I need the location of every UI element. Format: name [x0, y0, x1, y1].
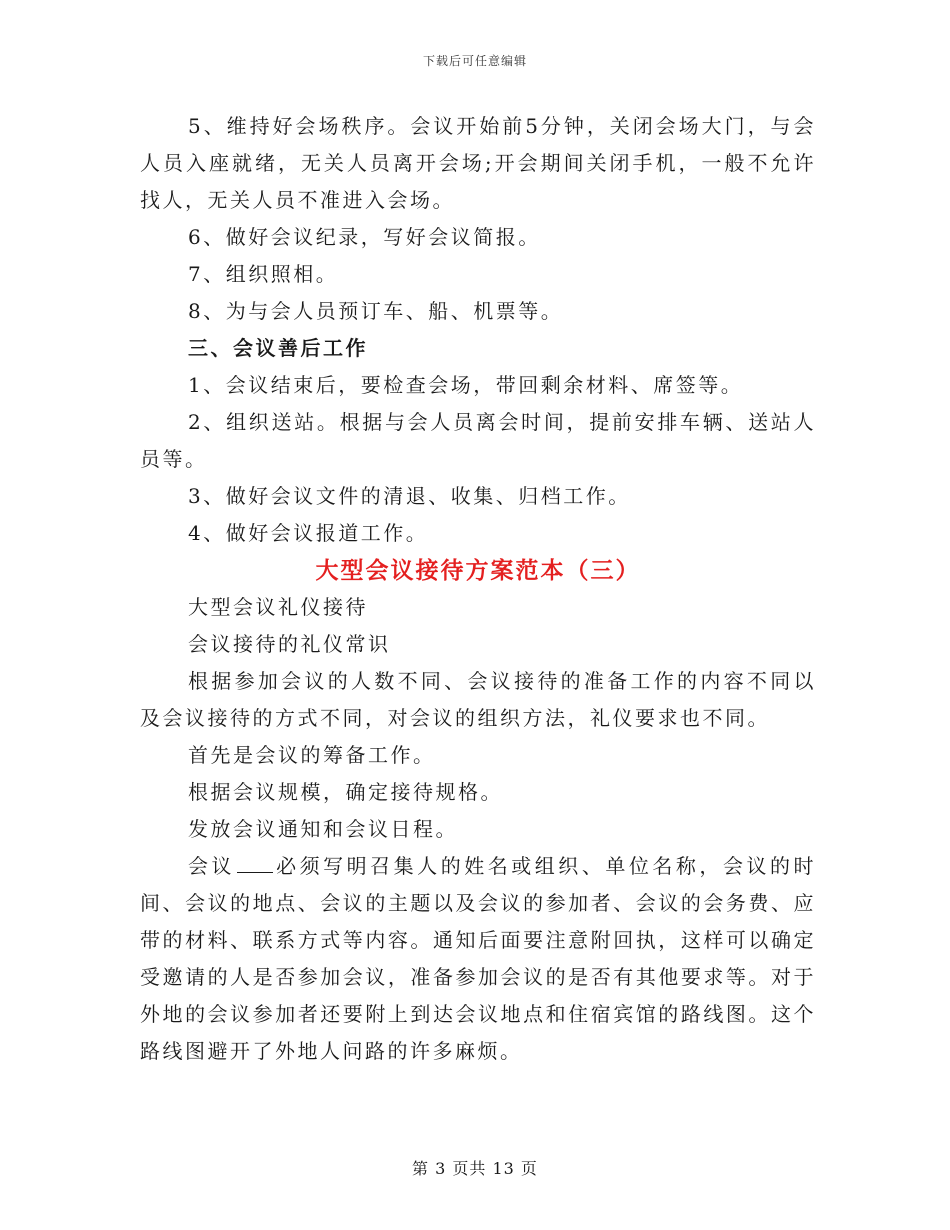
paragraph-item-7: 7、组织照相。 — [188, 262, 339, 286]
paragraph-aftercare-4: 4、做好会议报道工作。 — [188, 521, 429, 545]
paragraph-item-5: 5、维持好会场秩序。会议开始前5分钟，关闭会场大门，与会人员入座就绪，无关人员离开会场;开会期间关闭手机，一般不允许找人，无关人员不准进入会场。 — [140, 114, 816, 212]
paragraph-scale: 根据会议规模，确定接待规格。 — [188, 780, 503, 804]
document-title: 大型会议接待方案范本（三） — [315, 557, 641, 584]
paragraph-notice-details — [140, 848, 816, 1070]
subtitle-etiquette: 大型会议礼仪接待 — [188, 595, 368, 619]
paragraph-preparation: 首先是会议的筹备工作。 — [188, 743, 436, 767]
paragraph-notice: 发放会议通知和会议日程。 — [188, 817, 458, 841]
paragraph-aftercare-3: 3、做好会议文件的清退、收集、归档工作。 — [188, 484, 631, 508]
paragraph-aftercare-2: 2、组织送站。根据与会人员离会时间，提前安排车辆、送站人员等。 — [140, 410, 816, 471]
paragraph-item-6: 6、做好会议纪录，写好会议简报。 — [188, 225, 541, 249]
paragraph-aftercare-1: 1、会议结束后，要检查会场，带回剩余材料、席签等。 — [188, 373, 744, 397]
subtitle-common-sense: 会议接待的礼仪常识 — [188, 632, 391, 656]
blank-underline — [237, 854, 273, 873]
notice-rest: 必须写明召集人的姓名或组织、单位名称，会议的时间、会议的地点、会议的主题以及会议的参加者、会议的会务费、应带的材料、联系方式等内容。通知后面要注意附回执，这样可以确定受邀请的人是否参加会议，准备参加会议的是否有其他要求等。对于外地的会议参加者还要附上到达会议地点和住宿宾馆的路线图。这个路线图避开了外地人问路的许多麻烦。 — [140, 854, 817, 1063]
notice-start: 会议 — [188, 854, 236, 878]
section-heading: 三、会议善后工作 — [188, 336, 368, 360]
document-body — [140, 108, 816, 1070]
paragraph-item-8: 8、为与会人员预订车、船、机票等。 — [188, 299, 564, 323]
paragraph-intro: 根据参加会议的人数不同、会议接待的准备工作的内容不同以及会议接待的方式不同，对会议的组织方法，礼仪要求也不同。 — [140, 669, 816, 730]
page-header: 下载后可任意编辑 — [422, 54, 527, 68]
page-footer: 第 3 页共 13 页 — [412, 1159, 538, 1178]
